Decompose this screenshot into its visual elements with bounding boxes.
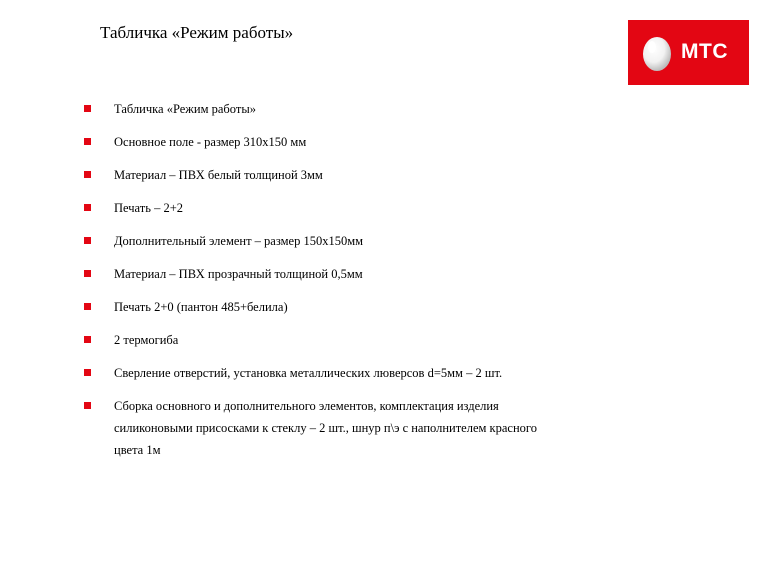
mts-logo: [628, 20, 749, 85]
bullet-square-icon: [84, 237, 91, 244]
list-item-text: Основное поле - размер 310х150 мм: [114, 135, 307, 149]
bullet-square-icon: [84, 369, 91, 376]
bullet-square-icon: [84, 171, 91, 178]
list-item-text: Материал – ПВХ прозрачный толщиной 0,5мм: [114, 267, 363, 281]
list-item-text: Материал – ПВХ белый толщиной 3мм: [114, 168, 323, 182]
list-item: [84, 329, 564, 351]
list-item: [84, 164, 564, 186]
list-item-text: Сверление отверстий, установка металлических люверсов d=5мм – 2 шт.: [114, 366, 503, 380]
list-item: [84, 395, 564, 461]
list-item: [84, 362, 564, 384]
slide-title: Табличка «Режим работы»: [100, 23, 294, 42]
list-item: [84, 263, 564, 285]
list-item-text: Табличка «Режим работы»: [114, 102, 256, 116]
specification-list: [84, 98, 564, 472]
bullet-square-icon: [84, 204, 91, 211]
list-item: [84, 131, 564, 153]
list-item: [84, 197, 564, 219]
list-item-text: Дополнительный элемент – размер 150х150мм: [114, 234, 364, 248]
logo-text: МТС: [681, 40, 728, 63]
list-item-text: Сборка основного и дополнительного элементов, комплектация изделия силиконовыми присосками к стеклу – 2 шт., шнур п\э с наполнителем красного цвета 1м: [114, 399, 537, 457]
bullet-square-icon: [84, 138, 91, 145]
egg-icon: [640, 34, 674, 72]
bullet-square-icon: [84, 402, 91, 409]
bullet-square-icon: [84, 336, 91, 343]
list-item: [84, 98, 564, 120]
bullet-square-icon: [84, 303, 91, 310]
list-item-text: 2 термогиба: [114, 333, 179, 347]
bullet-square-icon: [84, 270, 91, 277]
list-item-text: Печать – 2+2: [114, 201, 183, 215]
bullet-square-icon: [84, 105, 91, 112]
list-item: [84, 296, 564, 318]
list-item-text: Печать 2+0 (пантон 485+белила): [114, 300, 288, 314]
list-item: [84, 230, 564, 252]
